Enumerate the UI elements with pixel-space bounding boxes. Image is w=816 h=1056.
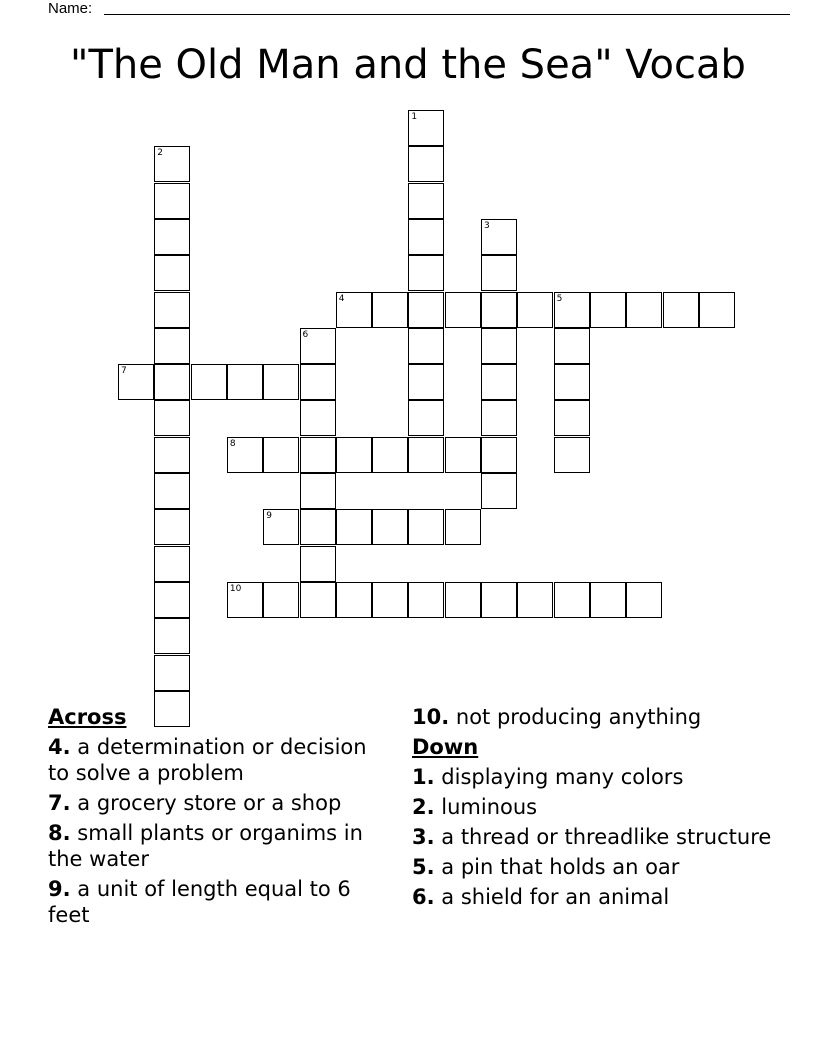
- grid-cell[interactable]: [481, 255, 517, 291]
- grid-cell[interactable]: [445, 292, 481, 328]
- clue-number: 3: [484, 220, 490, 231]
- grid-cell[interactable]: [590, 582, 626, 618]
- grid-cell[interactable]: [554, 292, 590, 328]
- across-clue-4: 4. a determination or decision to solve a problem: [48, 735, 367, 785]
- grid-cell[interactable]: [154, 219, 190, 255]
- grid-cell[interactable]: [481, 328, 517, 364]
- grid-cell[interactable]: [590, 292, 626, 328]
- grid-cell[interactable]: [191, 364, 227, 400]
- grid-cell[interactable]: [336, 437, 372, 473]
- across-clue-9: 9. a unit of length equal to 6 feet: [48, 877, 351, 927]
- down-clue-6: 6. a shield for an animal: [412, 885, 670, 909]
- grid-cell[interactable]: [408, 437, 444, 473]
- clue-number: 6: [302, 329, 309, 340]
- down-heading: Down: [412, 735, 479, 759]
- grid-cell[interactable]: [408, 582, 444, 618]
- grid-cell[interactable]: [300, 400, 336, 436]
- grid-cell[interactable]: [154, 183, 190, 219]
- grid-cell[interactable]: [481, 473, 517, 509]
- grid-cell[interactable]: [481, 364, 517, 400]
- clue-number: 5: [556, 293, 563, 304]
- clue-number: 10: [229, 583, 242, 594]
- grid-cell[interactable]: [408, 110, 444, 146]
- grid-cell[interactable]: [154, 437, 190, 473]
- grid-cell[interactable]: [227, 437, 263, 473]
- grid-cell[interactable]: [554, 437, 590, 473]
- grid-cell[interactable]: [517, 582, 553, 618]
- clue-number: 7: [121, 366, 127, 377]
- grid-cell[interactable]: [300, 546, 336, 582]
- across-clue-8: 8. small plants or organims in the water: [48, 821, 363, 871]
- grid-cell[interactable]: [481, 437, 517, 473]
- grid-cell[interactable]: [445, 437, 481, 473]
- grid-cell[interactable]: [300, 473, 336, 509]
- down-clue-1: 1. displaying many colors: [412, 765, 684, 789]
- grid-cell[interactable]: [336, 582, 372, 618]
- grid-cell[interactable]: [227, 582, 263, 618]
- grid-cell[interactable]: [481, 400, 517, 436]
- grid-cell[interactable]: [408, 255, 444, 291]
- grid-cell[interactable]: [154, 655, 190, 691]
- grid-cell[interactable]: [663, 292, 699, 328]
- grid-cell[interactable]: [154, 292, 190, 328]
- grid-cell[interactable]: [554, 364, 590, 400]
- down-clue-5: 5. a pin that holds an oar: [412, 855, 680, 879]
- grid-cell[interactable]: [517, 292, 553, 328]
- grid-cell[interactable]: [154, 364, 190, 400]
- grid-cell[interactable]: [408, 509, 444, 545]
- clue-number: 2: [157, 148, 164, 159]
- grid-cell[interactable]: [263, 437, 299, 473]
- grid-cell[interactable]: [154, 618, 190, 654]
- grid-cell[interactable]: [300, 328, 336, 364]
- across-clue-7: 7. a grocery store or a shop: [48, 791, 342, 815]
- grid-cell[interactable]: [445, 509, 481, 545]
- grid-cell[interactable]: [300, 364, 336, 400]
- clue-number: 4: [338, 293, 345, 304]
- page-title: "The Old Man and the Sea" Vocab: [70, 42, 746, 88]
- clue-number: 1: [411, 112, 418, 122]
- grid-cell[interactable]: [300, 509, 336, 545]
- grid-cell[interactable]: [626, 582, 662, 618]
- clue-number: 8: [229, 438, 236, 449]
- grid-cell[interactable]: [154, 473, 190, 509]
- grid-cell[interactable]: [372, 292, 408, 328]
- grid-cell[interactable]: [154, 582, 190, 618]
- grid-cell[interactable]: [154, 255, 190, 291]
- across-clue-10: 10. not producing anything: [412, 705, 702, 729]
- grid-cell[interactable]: [263, 509, 299, 545]
- across-heading: Across: [48, 705, 127, 729]
- grid-cell[interactable]: [699, 292, 735, 328]
- grid-cell[interactable]: [626, 292, 662, 328]
- grid-cell[interactable]: [372, 437, 408, 473]
- grid-cell[interactable]: [408, 146, 444, 182]
- grid-cell[interactable]: [300, 437, 336, 473]
- grid-cell[interactable]: [372, 582, 408, 618]
- clues-column-left: [48, 704, 388, 932]
- grid-cell[interactable]: [445, 582, 481, 618]
- grid-cell[interactable]: [336, 509, 372, 545]
- grid-cell[interactable]: [554, 582, 590, 618]
- grid-cell[interactable]: [372, 509, 408, 545]
- grid-cell[interactable]: [554, 400, 590, 436]
- grid-cell[interactable]: [408, 364, 444, 400]
- grid-cell[interactable]: [336, 292, 372, 328]
- grid-cell[interactable]: [118, 364, 154, 400]
- down-clue-2: 2. luminous: [412, 795, 538, 819]
- grid-cell[interactable]: [154, 509, 190, 545]
- grid-cell[interactable]: [263, 582, 299, 618]
- grid-cell[interactable]: [154, 146, 190, 182]
- grid-cell[interactable]: [408, 292, 444, 328]
- down-clue-3: 3. a thread or threadlike structure: [412, 825, 772, 849]
- grid-cell[interactable]: [408, 219, 444, 255]
- name-label: Name:: [48, 0, 93, 17]
- grid-cell[interactable]: [154, 400, 190, 436]
- grid-cell[interactable]: [481, 219, 517, 255]
- grid-cell[interactable]: [554, 328, 590, 364]
- grid-cell[interactable]: [408, 400, 444, 436]
- grid-cell[interactable]: [154, 328, 190, 364]
- clues-column-right: [412, 704, 772, 914]
- grid-cell[interactable]: [408, 328, 444, 364]
- grid-cell[interactable]: [227, 364, 263, 400]
- grid-cell[interactable]: [481, 582, 517, 618]
- grid-cell[interactable]: [263, 364, 299, 400]
- grid-cell[interactable]: [154, 546, 190, 582]
- grid-cell[interactable]: [300, 582, 336, 618]
- clue-number: 9: [266, 511, 272, 522]
- grid-cell[interactable]: [481, 292, 517, 328]
- grid-cell[interactable]: [408, 183, 444, 219]
